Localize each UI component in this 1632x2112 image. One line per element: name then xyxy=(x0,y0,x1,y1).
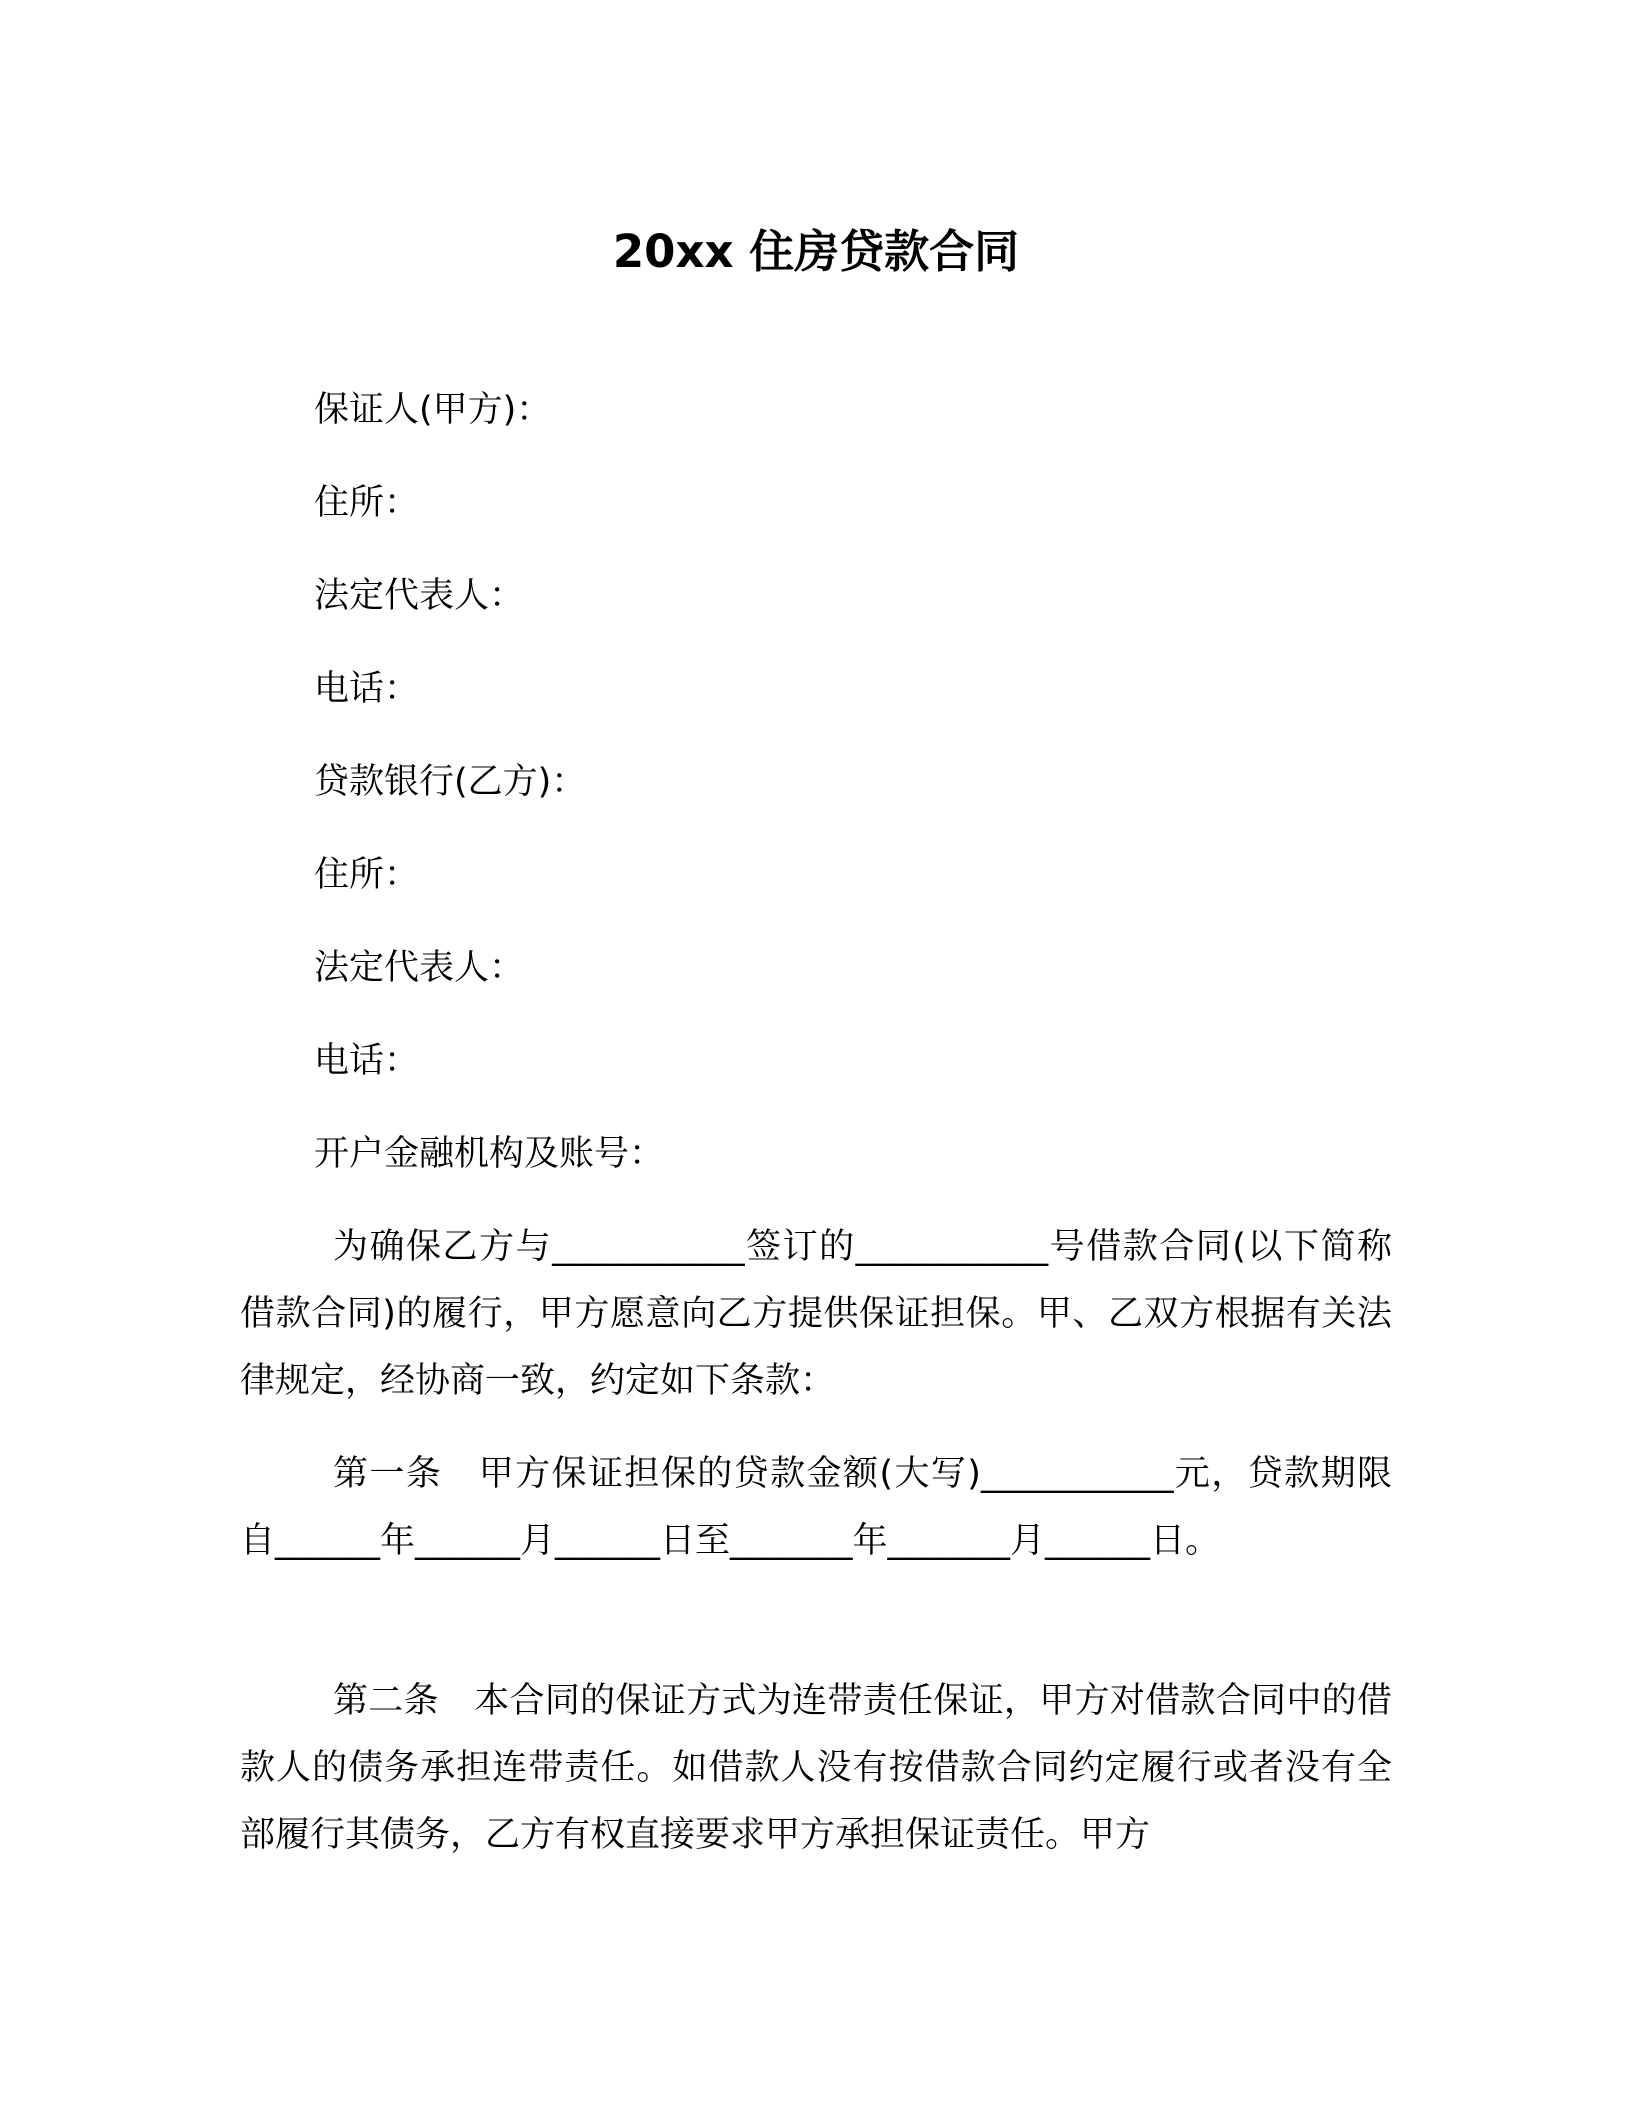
field-guarantor-address: 住所： xyxy=(314,483,420,523)
field-lender-bank: 贷款银行(乙方)： xyxy=(314,762,587,802)
field-bank-account: 开户金融机构及账号： xyxy=(314,1134,665,1174)
field-guarantor-legal-rep: 法定代表人： xyxy=(314,576,525,616)
paragraph-preamble: 为确保乙方与___________签订的___________号借款合同(以下简称借款合同)的履行，甲方愿意向乙方提供保证担保。甲、乙双方根据有关法律规定，经协商一致，约定如下条款： xyxy=(240,1227,1392,1401)
paragraph-article-2: 第二条 本合同的保证方式为连带责任保证，甲方对借款合同中的借款人的债务承担连带责任。如借款人没有按借款合同约定履行或者没有全部履行其债务，乙方有权直接要求甲方承担保证责任。甲方 xyxy=(240,1681,1392,1855)
field-guarantor-phone: 电话： xyxy=(314,669,420,709)
field-lender-legal-rep: 法定代表人： xyxy=(314,948,525,988)
document-title: 20xx 住房贷款合同 xyxy=(612,225,1020,278)
field-lender-address: 住所： xyxy=(314,855,420,895)
paragraph-article-1: 第一条 甲方保证担保的贷款金额(大写)___________元，贷款期限自______年______月______日至_______年_______月______日。 xyxy=(240,1454,1392,1561)
field-lender-phone: 电话： xyxy=(314,1041,420,1081)
field-guarantor: 保证人(甲方)： xyxy=(314,390,552,430)
